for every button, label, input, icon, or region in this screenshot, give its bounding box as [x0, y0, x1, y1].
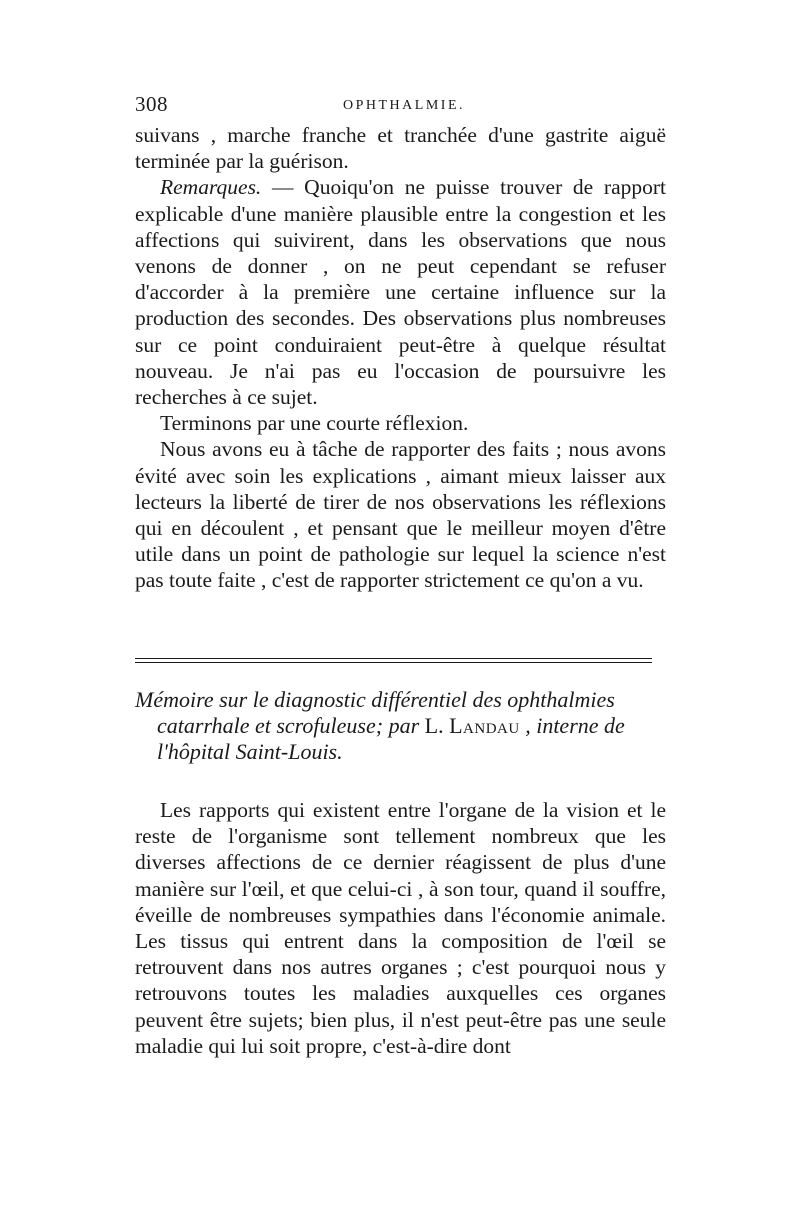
title-line-1: Mémoire sur le diagnostic différentiel des ophthalmies [135, 687, 615, 712]
remarks-text: — Quoiqu'on ne puisse trouver de rapport explicable d'une manière plausible entre la congestion et les affections qui suivirent, dans les observations que nous venons de donner , on ne peut cependant se refuser d'accorder à la première une certaine influence sur la production des secondes. Des observations plus nombreuses sur ce point conduiraient peut-être à quelque résultat nouveau. Je n'ai pas eu l'occasion de poursuivre les recherches à ce sujet. [135, 175, 666, 410]
author-initial: L. [424, 713, 450, 738]
running-head [135, 92, 666, 122]
final-paragraph: Nous avons eu à tâche de rapporter des faits ; nous avons évité avec soin les explications , aimant mieux laisser aux lecteurs la liberté de tirer de nos observations les réflexions qui en découlent , et pensant que le meilleur moyen d'être utile dans un point de pathologie sur lequel la science n'est pas toute faite , c'est de rapporter strictement ce qu'on a vu. [135, 437, 666, 593]
book-page [135, 92, 666, 1058]
paragraph-continuation: suivans , marche franche et tranchée d'une gastrite aiguë terminée par la guérison. [135, 123, 666, 174]
title-line-3: l'hôpital Saint-Louis. [157, 739, 343, 764]
article-first-paragraph: Les rapports qui existent entre l'organe de la vision et le reste de l'organisme sont tellement nombreux que les diverses affections de ce dernier réagissent de plus d'une manière sur l'œil, et que celui-ci , à son tour, quand il souffre, éveille de nombreuses sympathies dans l'économie animale. Les tissus qui entrent dans la composition de l'œil se retrouvent dans nos autres organes ; c'est pourquoi nous y retrouvons toutes les maladies auxquelles ces organes peuvent être sujets; bien plus, il n'est peut-être pas une seule maladie qui lui soit propre, c'est-à-dire dont [135, 798, 666, 1058]
title-part-2: catarrhale et scrofuleuse; [157, 713, 384, 738]
divider-rule-top [135, 658, 652, 659]
article-body [135, 797, 666, 1059]
title-by: par [383, 713, 425, 738]
article-title [135, 687, 666, 765]
section-divider [135, 658, 652, 666]
closing-line: Terminons par une courte réflexion. [160, 411, 469, 436]
author-suffix: , interne de [519, 713, 625, 738]
running-title: OPHTHALMIE. [343, 98, 465, 113]
remarks-label: Remarques. [160, 175, 262, 200]
page-number: 308 [135, 92, 168, 116]
remarks-paragraph [135, 174, 666, 410]
previous-article-text [135, 122, 666, 594]
author-name: Landau [449, 713, 520, 738]
divider-rule-bottom [135, 662, 652, 663]
title-line-2 [135, 713, 666, 739]
